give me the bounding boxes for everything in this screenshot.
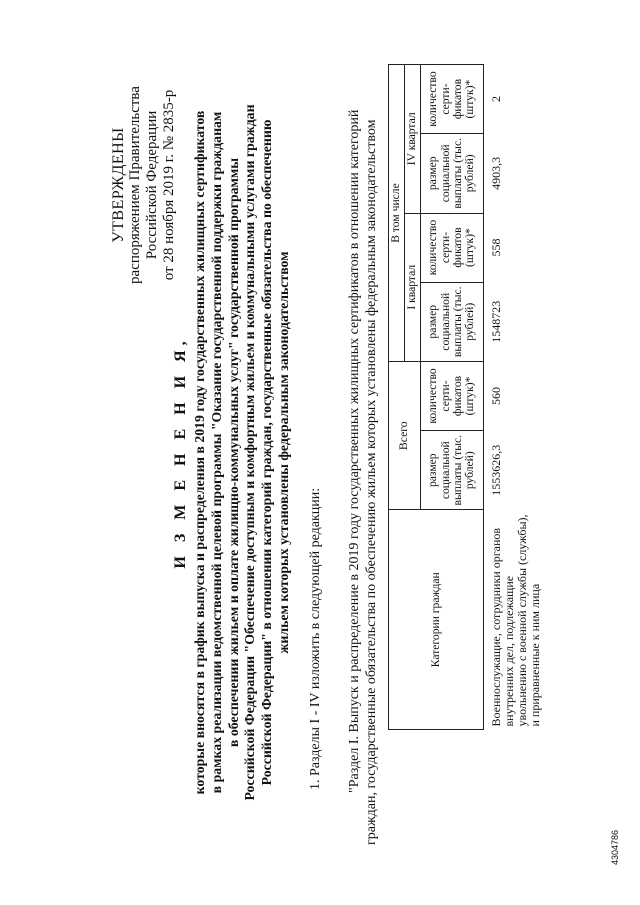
cell-total-payment: 1553626,3 — [489, 444, 503, 496]
subtitle-line-2: в рамках реализации ведомственной целевой программы "Оказание государственной поддержки гражданам — [208, 111, 224, 794]
document-subtitle — [192, 60, 293, 845]
approval-line-2: Российской Федерации — [144, 110, 160, 260]
subtitle-line-4: Российской Федерации "Обеспечение доступным и комфортным жильем и коммунальными услугами граждан — [242, 104, 258, 801]
table-row — [484, 65, 544, 730]
cell-category: Военнослужащие, сотрудники органов внутренних дел, подлежащие увольнению с военной службы (службы), и приравненные к ним лица — [489, 514, 542, 727]
subtitle-line-5: Российской Федерации" в отношении категорий граждан, государственные обязательства по обеспечению — [259, 119, 275, 786]
cell-q1-payment: 1548723 — [489, 300, 503, 343]
approval-block — [110, 65, 178, 305]
subtitle-line-6: жильем которых установлены федеральным законодательством — [275, 251, 291, 654]
document-number: 4304786 — [610, 829, 620, 865]
approval-line-1: распоряжением Правительства — [127, 86, 143, 284]
header-quarter-4: IV квартал — [405, 65, 421, 214]
subtitle-line-1: которые вносятся в график выпуска и распределения в 2019 году государственных жилищных сертификатов — [192, 110, 207, 795]
header-total: Всего — [389, 361, 421, 509]
approval-heading: УТВЕРЖДЕНЫ — [110, 127, 127, 243]
document-title: И З М Е Н Е Н И Я, — [172, 336, 189, 569]
header-quarter-1: I квартал — [405, 213, 421, 361]
header-total-payment: размер социальной выплаты (тыс. рублей) — [421, 430, 484, 509]
header-q4-count: количество серти-фикатов (штук)* — [421, 65, 484, 134]
header-q1-count: количество серти-фикатов (штук)* — [421, 213, 484, 282]
certificates-table — [388, 64, 543, 730]
header-total-count: количество серти-фикатов (штук)* — [421, 361, 484, 430]
header-q4-payment: размер социальной выплаты (тыс. рублей) — [421, 134, 484, 213]
cell-q4-payment: 4903,3 — [489, 156, 503, 190]
cell-total-count: 560 — [489, 386, 503, 405]
header-category: Категории граждан — [389, 510, 484, 730]
subtitle-line-3: в обеспечении жильем и оплате жилищно-коммунальных услуг" государственной программы — [225, 157, 241, 748]
approval-line-3: от 28 ноября 2019 г. № 2835-р — [161, 89, 177, 281]
section-heading: "Раздел I. Выпуск и распределение в 2019 году государственных жилищных сертификатов в отношении категорий граждан, государственные обязательства по обеспечению жильем которых установлены федеральным законодательством — [347, 109, 379, 845]
item-1-text: 1. Разделы I - IV изложить в следующей редакции: — [308, 487, 323, 790]
header-q1-payment: размер социальной выплаты (тыс. рублей) — [421, 282, 484, 361]
header-including: В том числе — [389, 65, 405, 362]
cell-q1-count: 558 — [489, 238, 503, 257]
cell-q4-count: 2 — [489, 96, 503, 103]
